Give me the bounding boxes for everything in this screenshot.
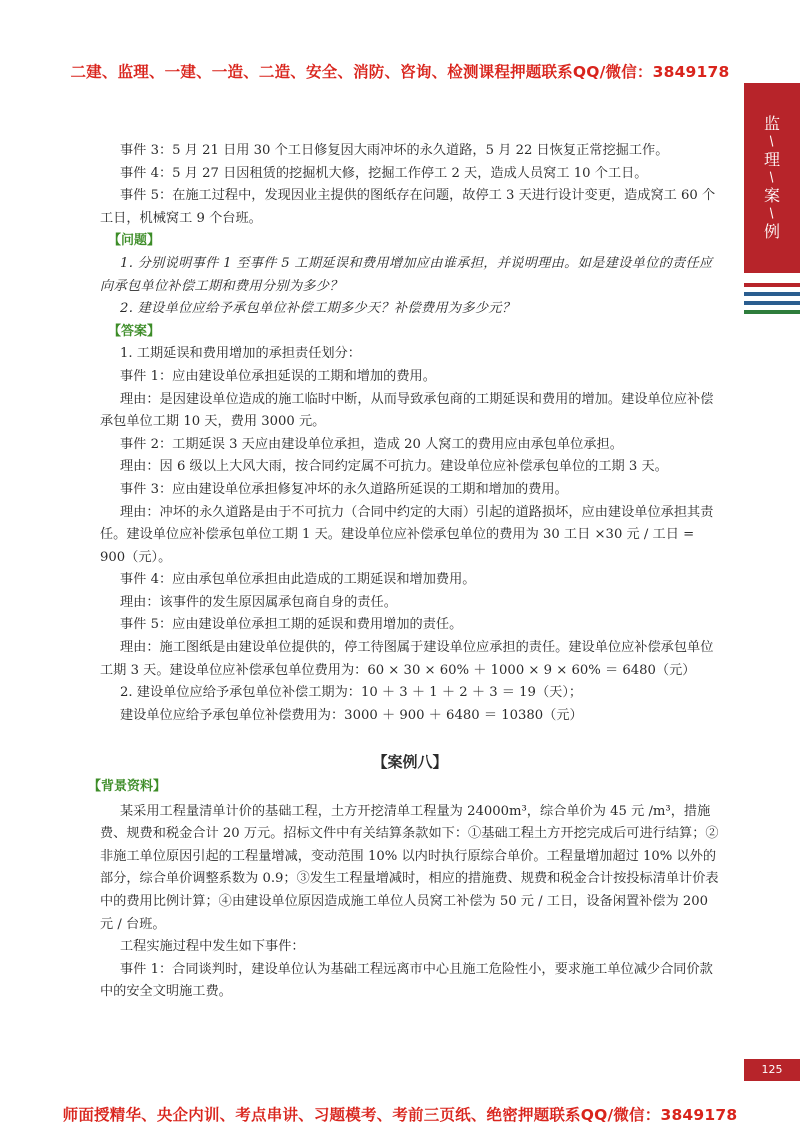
answer-paragraph: 事件 4：应由承包单位承担由此造成的工期延误和增加费用。: [120, 572, 476, 588]
side-tab-separator: /: [766, 205, 778, 222]
answer-paragraph: 理由：该事件的发生原因属承包商自身的责任。: [120, 594, 397, 610]
case-title: 【案例八】: [372, 753, 448, 772]
answer-paragraph: 2. 建设单位应给予承包单位补偿工期为：10 ＋ 3 ＋ 1 ＋ 2 ＋ 3 ＝ 19（天）；: [120, 685, 583, 701]
page-number: 125: [744, 1059, 800, 1081]
stripe-blue: [744, 292, 800, 296]
background-paragraph: 工程实施过程中发生如下事件：: [120, 939, 305, 955]
stripe-blue: [744, 301, 800, 305]
background-paragraph: 某采用工程量清单计价的基础工程，土方开挖清单工程量为 24000m³，综合单价为 45 元 /m³，措施费、规费和税金合计 20 万元。招标文件中有关结算条款如下：①基础工程土方开挖完成后可进行结算；②非施工单位原因引起的工程量增减，变动范围 10% 以内时执行原综合单价。工程量增加超过 10% 以外的部分，综合单价调整系数为 0.9；③发生工程量增减时，相应的措施费、规费和税金合计按投标清单计价表中的费用比例计算；④由建设单位原因造成施工单位人员窝工补偿为 50 元 / 工日，设备闲置补偿为 200 元 / 台班。: [100, 803, 719, 932]
answer-paragraph: 1. 工期延误和费用增加的承担责任划分：: [120, 346, 361, 362]
answer-paragraph: 事件 5：应由建设单位承担工期的延误和费用增加的责任。: [120, 617, 463, 633]
page-content: [88, 140, 720, 1004]
bottom-promo-banner: 师面授精华、央企内训、考点串讲、习题模考、考前三页纸、绝密押题联系QQ/微信：3849178: [62, 1106, 738, 1124]
question-heading: 【问题】: [108, 233, 161, 249]
answer-paragraph: 理由：施工图纸是由建设单位提供的，停工待图属于建设单位应承担的责任。建设单位应补偿承包单位工期 3 天。建设单位应补偿承包单位费用为：60 × 30 × 60% ＋ 1000 × 9 × 60% ＝ 6480（元）: [100, 640, 714, 678]
event-paragraph: 事件 4：5 月 27 日因租赁的挖掘机大修，挖掘工作停工 2 天，造成人员窝工 10 个工日。: [120, 165, 648, 181]
background-heading: 【背景资料】: [88, 779, 167, 795]
answer-paragraph: 事件 2：工期延误 3 天应由建设单位承担，造成 20 人窝工的费用应由承包单位承担。: [120, 436, 623, 452]
answer-paragraph: 理由：冲坏的永久道路是由于不可抗力（合同中约定的大雨）引起的道路损坏，应由建设单位承担其责任。建设单位应补偿承包单位工期 1 天。建设单位应补偿承包单位的费用为 30 工日 ×30 元 / 工日 = 900（元）。: [100, 504, 714, 565]
stripe-green: [744, 310, 800, 314]
question-item: 2. 建设单位应给予承包单位补偿工期多少天？补偿费用为多少元？: [120, 301, 516, 317]
event-paragraph: 事件 5：在施工过程中，发现因业主提供的图纸存在问题，故停工 3 天进行设计变更，造成窝工 60 个工日，机械窝工 9 个台班。: [100, 188, 716, 226]
side-tab-char: 例: [763, 222, 780, 241]
decorative-stripes: [744, 283, 800, 319]
side-tab-char: 监: [763, 114, 780, 133]
answer-paragraph: 理由：是因建设单位造成的施工临时中断，从而导致承包商的工期延误和费用的增加。建设单位应补偿承包单位工期 10 天，费用 3000 元。: [100, 391, 714, 430]
event-paragraph: 事件 3：5 月 21 日用 30 个工日修复因大雨冲坏的永久道路，5 月 22 日恢复正常挖掘工作。: [120, 143, 669, 158]
side-tab-separator: /: [766, 133, 778, 150]
stripe-red: [744, 283, 800, 287]
answer-heading: 【答案】: [108, 323, 161, 339]
answer-paragraph: 事件 3：应由建设单位承担修复冲坏的永久道路所延误的工期和增加的费用。: [120, 481, 568, 497]
side-tab-separator: /: [766, 169, 778, 186]
side-tab-char: 案: [763, 186, 780, 205]
side-tab-char: 理: [763, 150, 780, 169]
top-promo-banner: 二建、监理、一建、一造、二造、安全、消防、咨询、检测课程押题联系QQ/微信：3849178: [70, 63, 730, 81]
answer-paragraph: 建设单位应给予承包单位补偿费用为：3000 ＋ 900 ＋ 6480 ＝ 10380（元）: [120, 707, 583, 723]
question-item: 1. 分别说明事件 1 至事件 5 工期延误和费用增加应由谁承担，并说明理由。如是建设单位的责任应向承包单位补偿工期和费用分别为多少？: [100, 255, 713, 294]
background-paragraph: 事件 1：合同谈判时，建设单位认为基础工程远离市中心且施工危险性小，要求施工单位减少合同价款中的安全文明施工费。: [100, 961, 713, 1000]
section-side-tab: [744, 83, 800, 273]
answer-paragraph: 事件 1：应由建设单位承担延误的工期和增加的费用。: [120, 368, 436, 384]
answer-paragraph: 理由：因 6 级以上大风大雨，按合同约定属不可抗力。建设单位应补偿承包单位的工期 3 天。: [120, 459, 668, 475]
